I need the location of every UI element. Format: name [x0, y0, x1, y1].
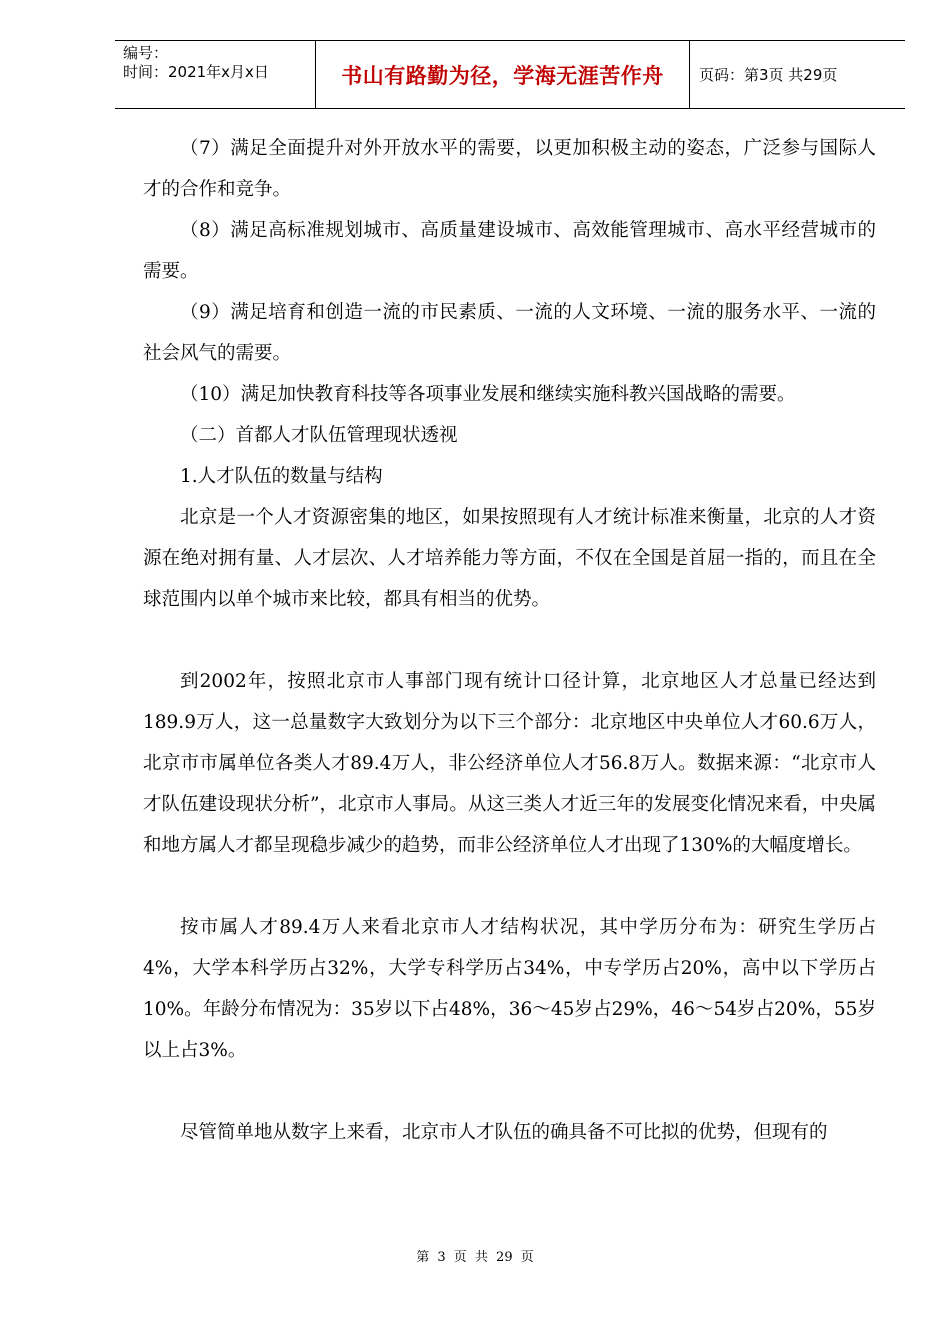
- header-page-info: 页码：第3页 共29页: [699, 66, 838, 84]
- paragraph-item-7: （7）满足全面提升对外开放水平的需要，以更加积极主动的姿态，广泛参与国际人才的合作和竞争。: [143, 138, 876, 200]
- body-paragraph-2: 到2002年，按照北京市人事部门现有统计口径计算，北京地区人才总量已经达到189.9万人，这一总量数字大致划分为以下三个部分：北京地区中央单位人才60.6万人，北京市市属单位各类人才89.4万人，非公经济单位人才56.8万人。数据来源：“北京市人才队伍建设现状分析”，北京市人事局。从这三类人才近三年的发展变化情况来看，中央属和地方属人才都呈现稳步减少的趋势，而非公经济单位人才出现了130%的大幅度增长。: [143, 671, 876, 856]
- document-body: [143, 128, 876, 1153]
- paragraph-item-10: （10）满足加快教育科技等各项事业发展和继续实施科教兴国战略的需要。: [180, 384, 796, 405]
- paragraph-gap: [143, 1071, 876, 1112]
- header-motto: 书山有路勤为径，学海无涯苦作舟: [341, 63, 664, 88]
- subsection-heading: 1.人才队伍的数量与结构: [180, 466, 383, 487]
- body-paragraph-4: 尽管简单地从数字上来看，北京市人才队伍的确具备不可比拟的优势，但现有的: [180, 1122, 828, 1143]
- page-header: [115, 40, 905, 109]
- body-paragraph-3: 按市属人才89.4万人来看北京市人才结构状况，其中学历分布为：研究生学历占4%，大学本科学历占32%，大学专科学历占34%，中专学历占20%，高中以下学历占10%。年龄分布情况为：35岁以下占48%，36～45岁占29%，46～54岁占20%，55岁以上占3%。: [143, 917, 876, 1061]
- page-footer: 第 3 页 共 29 页: [416, 1250, 534, 1265]
- paragraph-item-8: （8）满足高标准规划城市、高质量建设城市、高效能管理城市、高水平经营城市的需要。: [143, 220, 876, 282]
- document-date-label: 时间：2021年x月x日: [123, 63, 269, 81]
- paragraph-gap: [143, 620, 876, 661]
- paragraph-gap: [143, 866, 876, 907]
- body-paragraph-1: 北京是一个人才资源密集的地区，如果按照现有人才统计标准来衡量，北京的人才资源在绝对拥有量、人才层次、人才培养能力等方面，不仅在全国是首屈一指的，而且在全球范围内以单个城市来比较，都具有相当的优势。: [143, 507, 876, 610]
- header-page-cell: [691, 41, 905, 108]
- header-meta-cell: [115, 41, 316, 108]
- document-number-label: 编号：: [123, 44, 169, 62]
- header-motto-cell: [316, 41, 690, 108]
- paragraph-item-9: （9）满足培育和创造一流的市民素质、一流的人文环境、一流的服务水平、一流的社会风气的需要。: [143, 302, 876, 364]
- section-heading: （二）首都人才队伍管理现状透视: [180, 425, 458, 446]
